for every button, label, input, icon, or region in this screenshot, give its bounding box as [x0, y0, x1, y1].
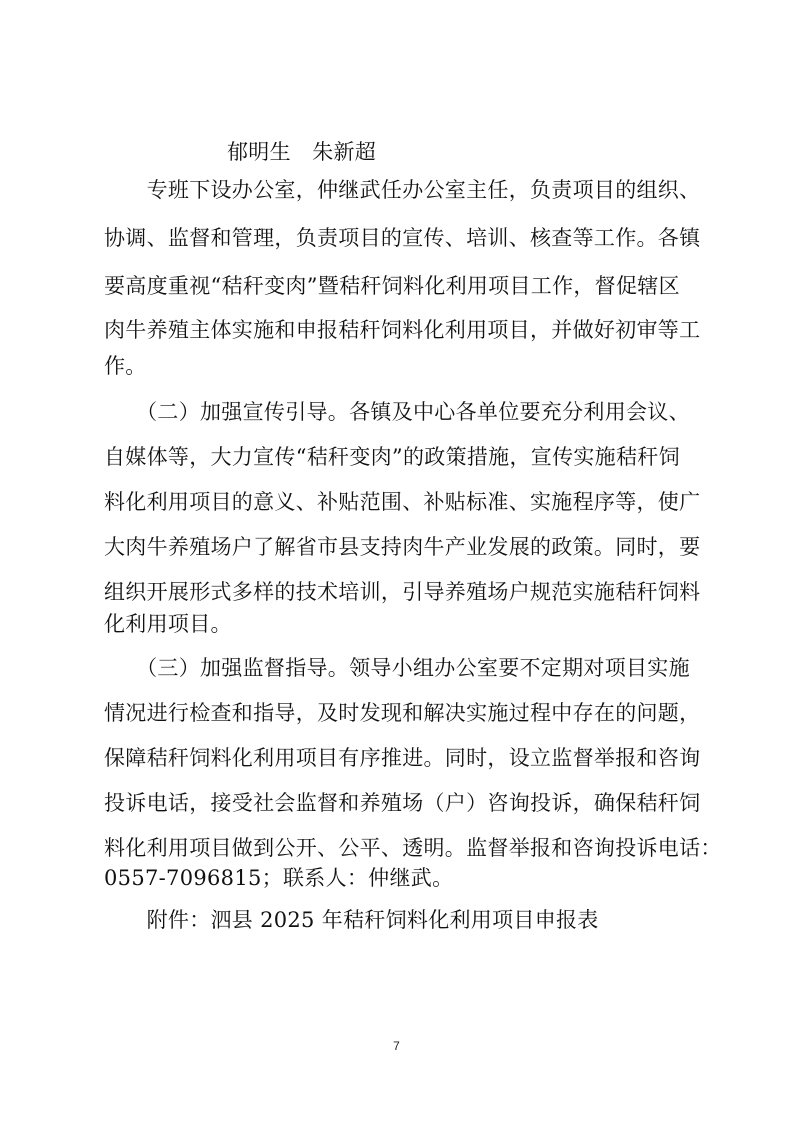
paragraph-line: 保障秸秆饲料化利用项目有序推进。同时，设立监督举报和咨询	[104, 746, 701, 770]
paragraph-line: （二）加强宣传引导。各镇及中心各单位要充分利用会议、	[104, 400, 690, 424]
member-names: 郁明生 朱新超	[227, 140, 377, 164]
page-number: 7	[393, 1039, 400, 1053]
paragraph-line: 自媒体等，大力宣传“秸秆变肉”的政策措施，宣传实施秸秆饲	[104, 445, 680, 469]
paragraph-line: 情况进行检查和指导，及时发现和解决实施过程中存在的问题，	[104, 701, 701, 725]
paragraph-line: 组织开展形式多样的技术培训，引导养殖场户规范实施秸秆饲料	[104, 580, 701, 604]
attachment-line: 附件：泗县 2025 年秸秆饲料化利用项目申报表	[104, 908, 599, 932]
paragraph-line: 要高度重视“秸秆变肉”暨秸秆饲料化利用项目工作，督促辖区	[104, 274, 680, 298]
paragraph-line: 料化利用项目做到公开、公平、透明。监督举报和咨询投诉电话：	[104, 836, 722, 860]
paragraph-line: 投诉电话，接受社会监督和养殖场（户）咨询投诉，确保秸秆饲	[104, 791, 701, 815]
paragraph-line: 肉牛养殖主体实施和申报秸秆饲料化利用项目，并做好初审等工	[104, 318, 701, 342]
paragraph-line: 大肉牛养殖场户了解省市县支持肉牛产业发展的政策。同时，要	[104, 535, 701, 559]
paragraph-line: （三）加强监督指导。领导小组办公室要不定期对项目实施	[104, 656, 690, 680]
paragraph-line: 专班下设办公室，仲继武任办公室主任，负责项目的组织、	[104, 178, 701, 202]
paragraph-line: 协调、监督和管理，负责项目的宣传、培训、核查等工作。各镇	[104, 226, 701, 250]
paragraph-line: 0557-7096815；联系人：仲继武。	[104, 866, 454, 890]
paragraph-line: 料化利用项目的意义、补贴范围、补贴标准、实施程序等，使广	[104, 490, 701, 514]
paragraph-line: 化利用项目。	[104, 612, 232, 636]
paragraph-line: 作。	[104, 354, 147, 378]
